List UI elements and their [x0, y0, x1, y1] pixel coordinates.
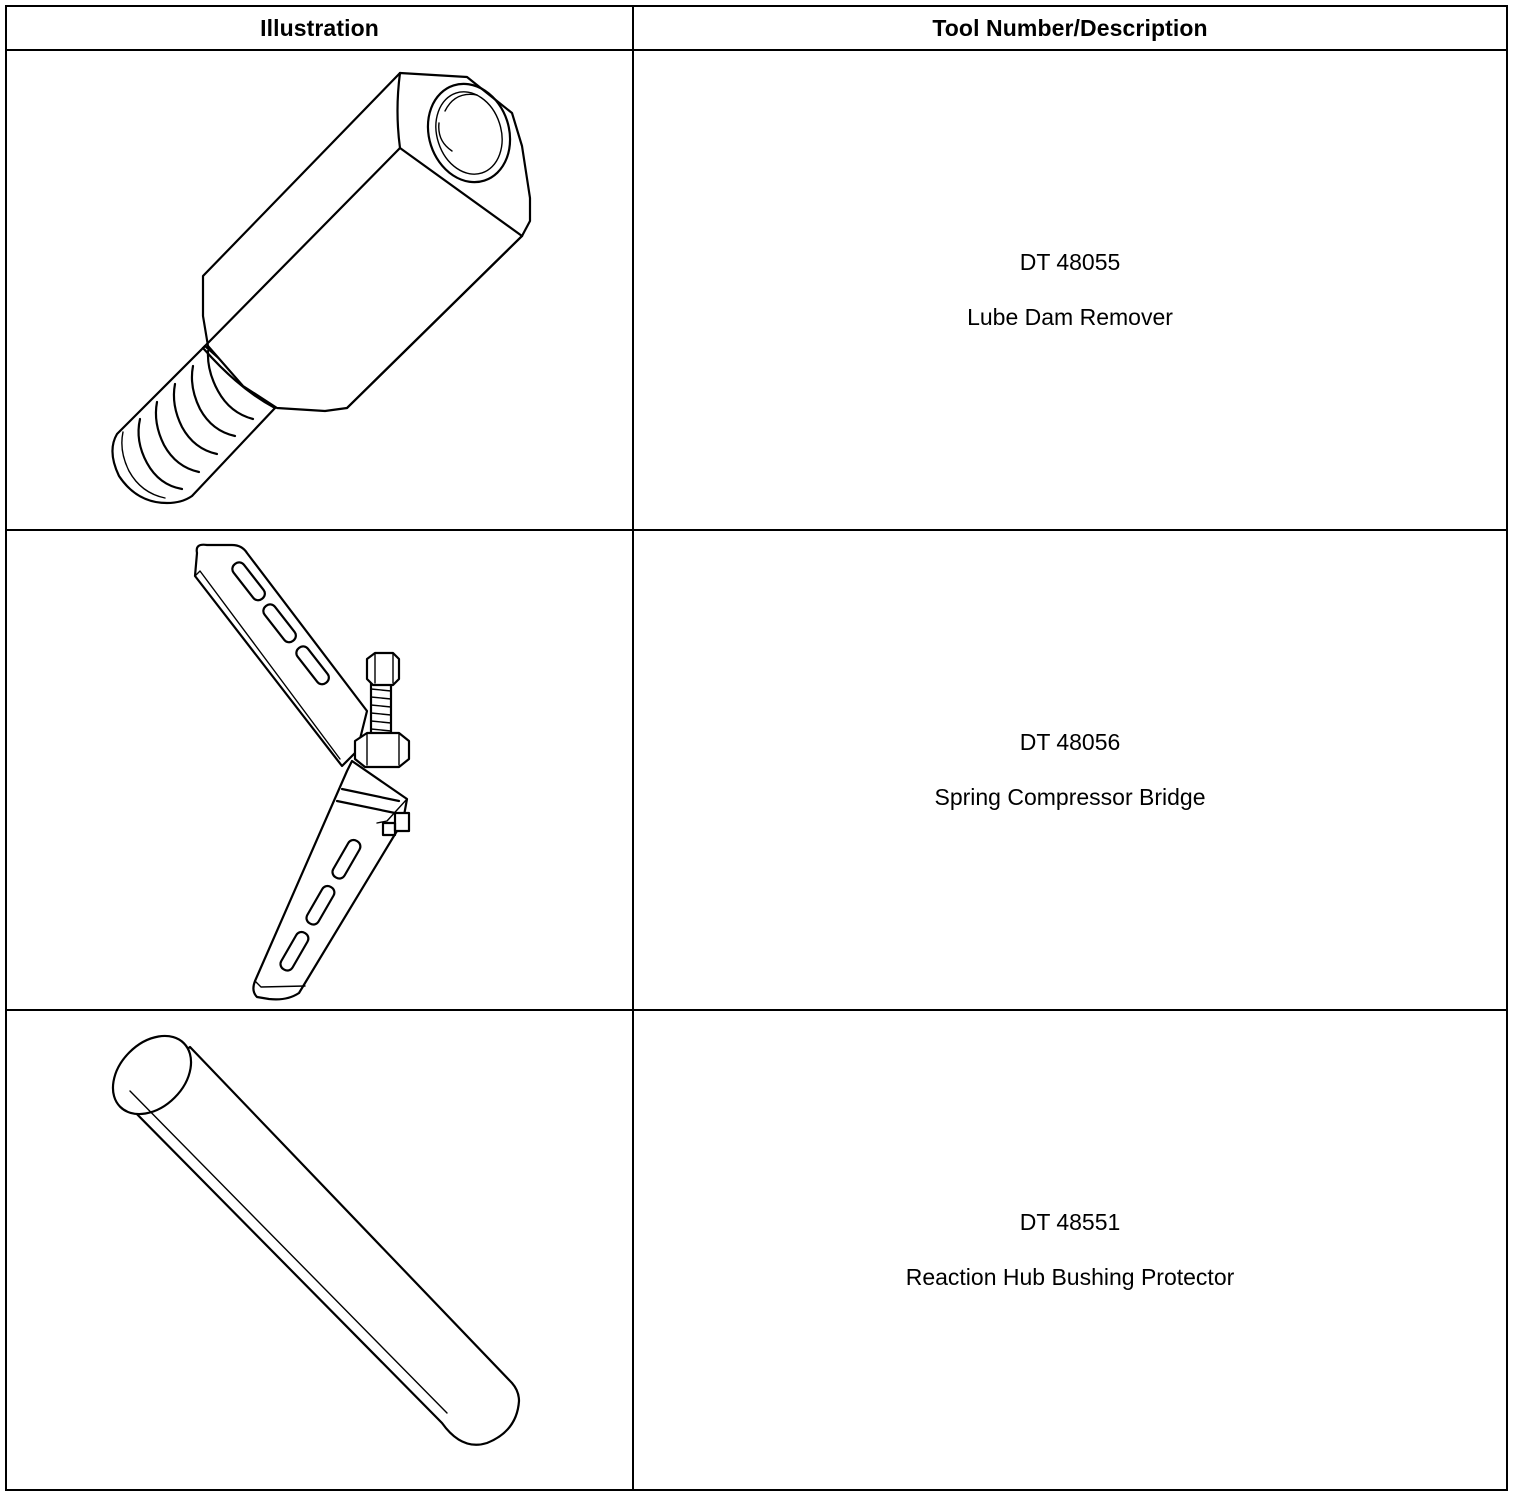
- illustration-cell: [6, 1010, 633, 1490]
- tool-number: DT 48056: [1019, 729, 1121, 755]
- tool-description-cell: [633, 50, 1507, 530]
- header-row: [6, 6, 1507, 50]
- tool-description: Lube Dam Remover: [967, 304, 1173, 330]
- lube-dam-remover-drawing: [7, 51, 634, 529]
- tool-description-cell: [633, 1010, 1507, 1490]
- table-row: [6, 530, 1507, 1010]
- illustration-cell: [6, 50, 633, 530]
- illustration-column-header: Illustration: [6, 6, 633, 50]
- tool-description-cell: [633, 530, 1507, 1010]
- tool-number: DT 48551: [1019, 1209, 1121, 1235]
- table-row: [6, 50, 1507, 530]
- tool-description: Reaction Hub Bushing Protector: [905, 1264, 1235, 1290]
- tool-number: DT 48055: [1019, 249, 1121, 275]
- table-row: [6, 1010, 1507, 1490]
- special-tools-table: [5, 5, 1508, 1491]
- tool-description: Spring Compressor Bridge: [934, 784, 1206, 810]
- spring-compressor-bridge-drawing: [7, 531, 634, 1009]
- illustration-cell: [6, 530, 633, 1010]
- reaction-hub-bushing-protector-drawing: [7, 1011, 634, 1489]
- description-column-header: Tool Number/Description: [633, 6, 1507, 50]
